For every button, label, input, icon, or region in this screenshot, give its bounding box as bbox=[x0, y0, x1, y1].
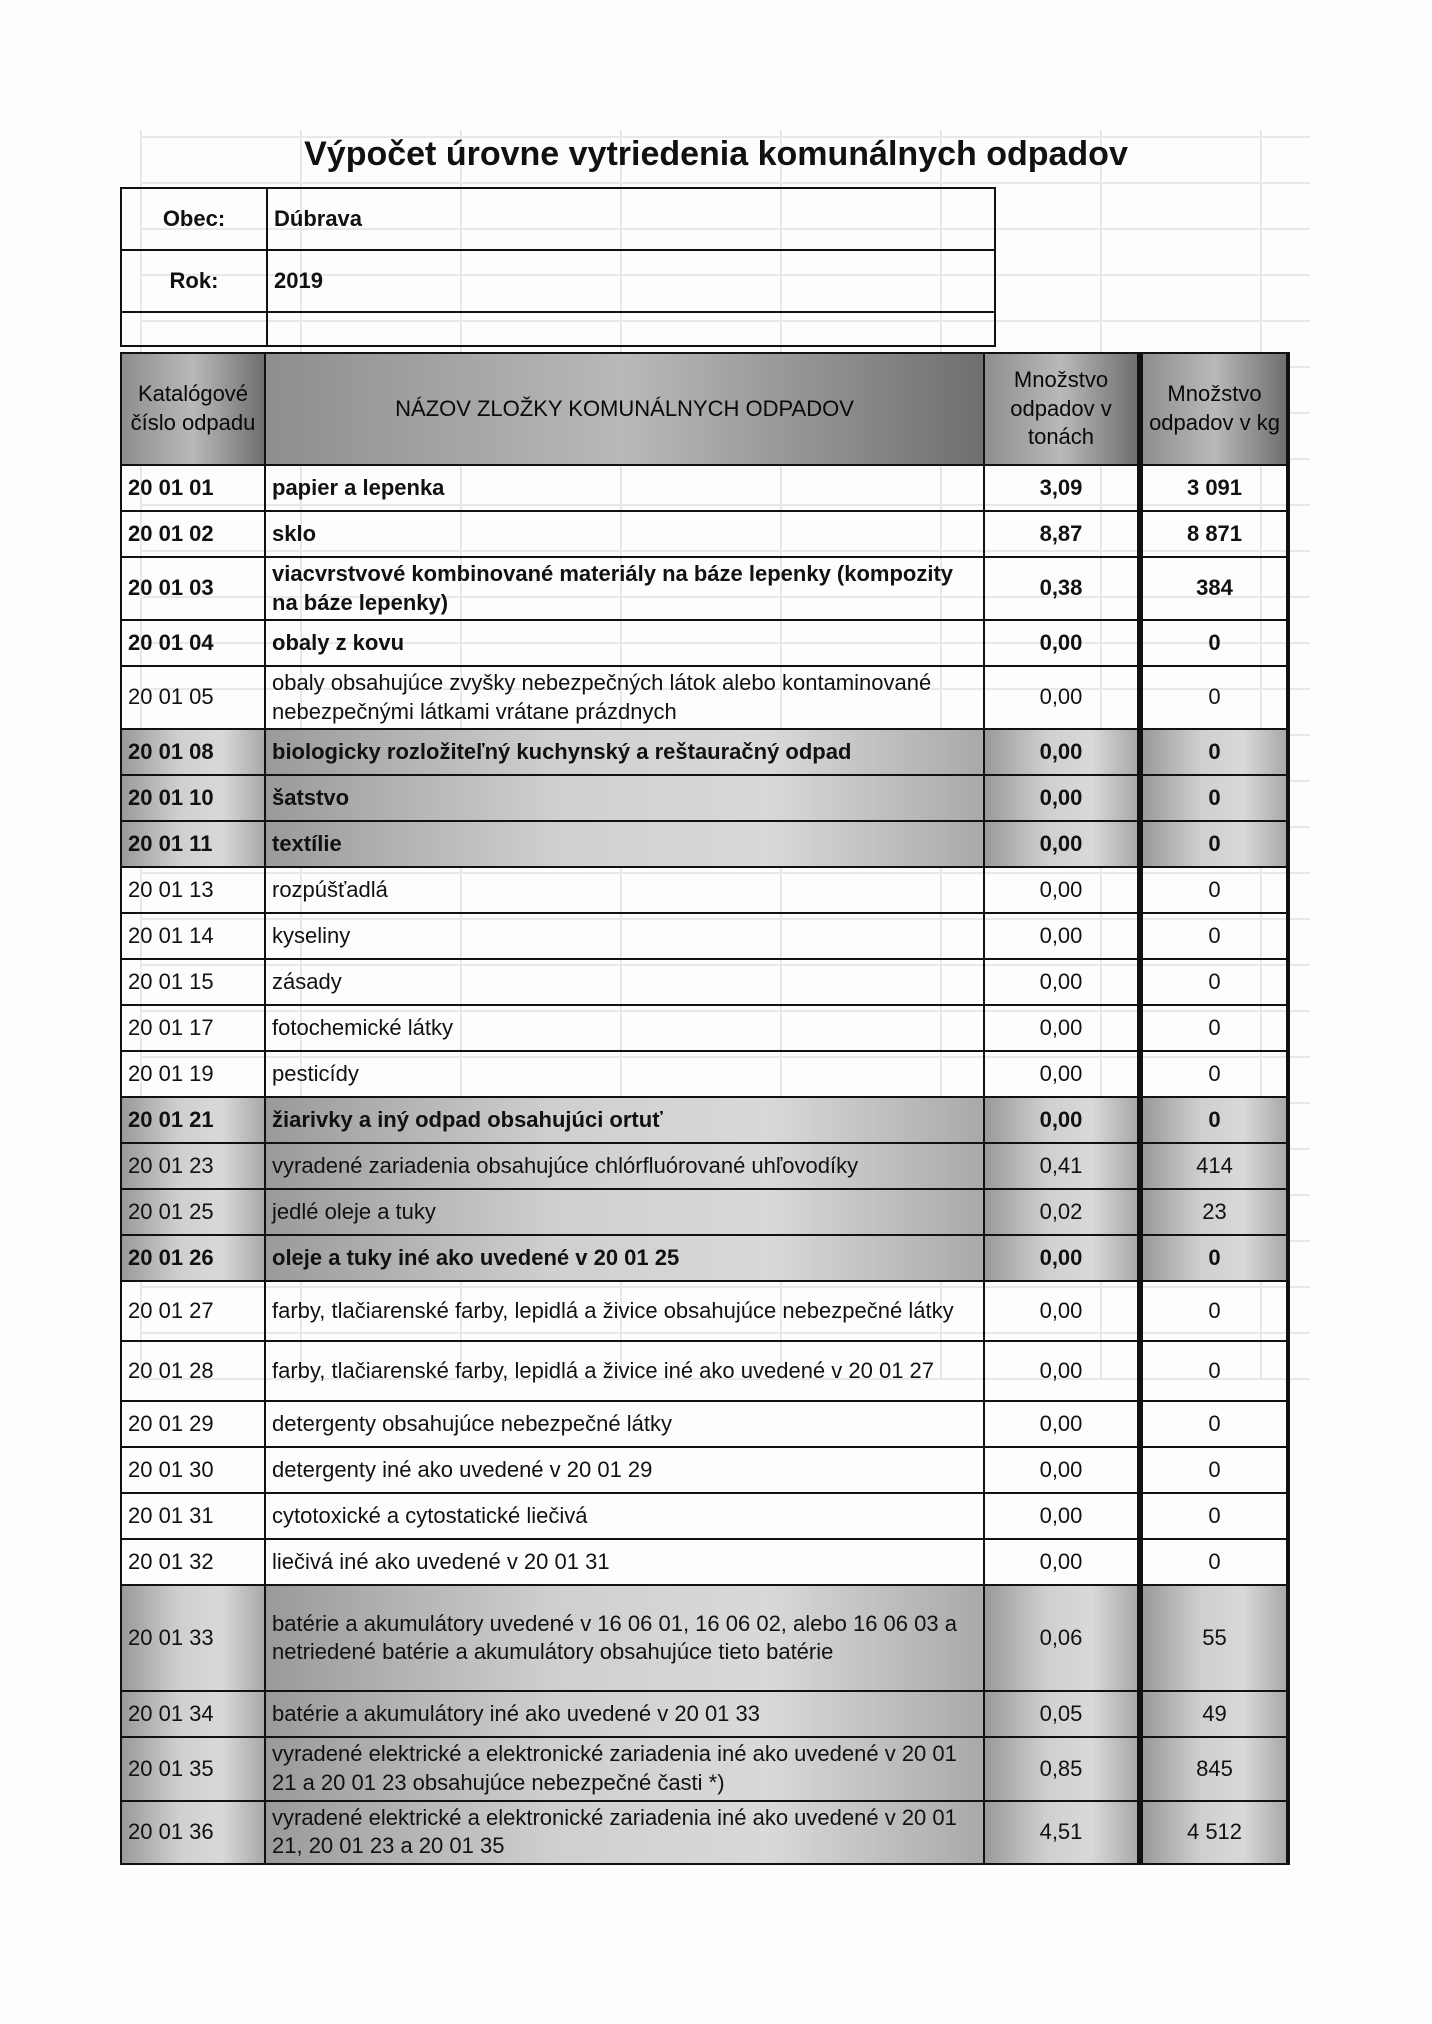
name-cell: farby, tlačiarenské farby, lepidlá a živice iné ako uvedené v 20 01 27 bbox=[265, 1341, 984, 1401]
tons-cell: 0,02 bbox=[984, 1189, 1140, 1235]
name-cell: papier a lepenka bbox=[265, 465, 984, 511]
name-cell: obaly z kovu bbox=[265, 620, 984, 666]
code-cell: 20 01 21 bbox=[121, 1097, 265, 1143]
code-cell: 20 01 03 bbox=[121, 557, 265, 620]
code-cell: 20 01 19 bbox=[121, 1051, 265, 1097]
table-row bbox=[121, 465, 1288, 511]
tons-cell: 0,00 bbox=[984, 1097, 1140, 1143]
kg-cell: 0 bbox=[1140, 1341, 1288, 1401]
kg-cell: 4 512 bbox=[1140, 1801, 1288, 1864]
table-row bbox=[121, 511, 1288, 557]
obec-row bbox=[121, 188, 995, 250]
name-cell: textílie bbox=[265, 821, 984, 867]
table-row bbox=[121, 1235, 1288, 1281]
name-cell: obaly obsahujúce zvyšky nebezpečných látok alebo kontaminované nebezpečnými látkami vrátane prázdnych bbox=[265, 666, 984, 729]
kg-cell: 845 bbox=[1140, 1737, 1288, 1800]
tons-cell: 0,85 bbox=[984, 1737, 1140, 1800]
tons-cell: 0,00 bbox=[984, 959, 1140, 1005]
kg-cell: 0 bbox=[1140, 775, 1288, 821]
code-cell: 20 01 27 bbox=[121, 1281, 265, 1341]
name-cell: farby, tlačiarenské farby, lepidlá a živice obsahujúce nebezpečné látky bbox=[265, 1281, 984, 1341]
code-cell: 20 01 23 bbox=[121, 1143, 265, 1189]
name-cell: žiarivky a iný odpad obsahujúci ortuť bbox=[265, 1097, 984, 1143]
table-row bbox=[121, 557, 1288, 620]
rok-row bbox=[121, 250, 995, 312]
tons-cell: 0,00 bbox=[984, 1447, 1140, 1493]
kg-cell: 0 bbox=[1140, 1097, 1288, 1143]
blank-cell bbox=[267, 312, 995, 346]
name-cell: zásady bbox=[265, 959, 984, 1005]
kg-cell: 0 bbox=[1140, 821, 1288, 867]
table-row bbox=[121, 959, 1288, 1005]
kg-cell: 0 bbox=[1140, 1051, 1288, 1097]
code-cell: 20 01 08 bbox=[121, 729, 265, 775]
tons-cell: 0,41 bbox=[984, 1143, 1140, 1189]
table-row bbox=[121, 821, 1288, 867]
tons-cell: 0,00 bbox=[984, 775, 1140, 821]
code-cell: 20 01 14 bbox=[121, 913, 265, 959]
name-cell: oleje a tuky iné ako uvedené v 20 01 25 bbox=[265, 1235, 984, 1281]
name-cell: batérie a akumulátory iné ako uvedené v 20 01 33 bbox=[265, 1691, 984, 1737]
obec-value: Dúbrava bbox=[267, 188, 995, 250]
tons-cell: 8,87 bbox=[984, 511, 1140, 557]
code-cell: 20 01 31 bbox=[121, 1493, 265, 1539]
code-cell: 20 01 25 bbox=[121, 1189, 265, 1235]
code-cell: 20 01 05 bbox=[121, 666, 265, 729]
kg-cell: 8 871 bbox=[1140, 511, 1288, 557]
code-cell: 20 01 11 bbox=[121, 821, 265, 867]
name-cell: rozpúšťadlá bbox=[265, 867, 984, 913]
code-cell: 20 01 04 bbox=[121, 620, 265, 666]
blank-row bbox=[121, 312, 995, 346]
name-cell: sklo bbox=[265, 511, 984, 557]
name-cell: detergenty iné ako uvedené v 20 01 29 bbox=[265, 1447, 984, 1493]
kg-cell: 55 bbox=[1140, 1585, 1288, 1691]
tons-cell: 4,51 bbox=[984, 1801, 1140, 1864]
code-cell: 20 01 32 bbox=[121, 1539, 265, 1585]
header-code: Katalógové číslo odpadu bbox=[121, 353, 265, 465]
table-row bbox=[121, 775, 1288, 821]
table-row bbox=[121, 1051, 1288, 1097]
tons-cell: 0,05 bbox=[984, 1691, 1140, 1737]
obec-label: Obec: bbox=[121, 188, 267, 250]
code-cell: 20 01 15 bbox=[121, 959, 265, 1005]
code-cell: 20 01 33 bbox=[121, 1585, 265, 1691]
kg-cell: 414 bbox=[1140, 1143, 1288, 1189]
name-cell: viacvrstvové kombinované materiály na báze lepenky (kompozity na báze lepenky) bbox=[265, 557, 984, 620]
table-row bbox=[121, 867, 1288, 913]
name-cell: pesticídy bbox=[265, 1051, 984, 1097]
kg-cell: 0 bbox=[1140, 729, 1288, 775]
table-row bbox=[121, 1539, 1288, 1585]
tons-cell: 0,00 bbox=[984, 1005, 1140, 1051]
table-row bbox=[121, 913, 1288, 959]
table-row bbox=[121, 666, 1288, 729]
code-cell: 20 01 26 bbox=[121, 1235, 265, 1281]
kg-cell: 0 bbox=[1140, 913, 1288, 959]
header-row bbox=[121, 353, 1288, 465]
table-row bbox=[121, 1493, 1288, 1539]
name-cell: cytotoxické a cytostatické liečivá bbox=[265, 1493, 984, 1539]
tons-cell: 0,00 bbox=[984, 913, 1140, 959]
name-cell: vyradené zariadenia obsahujúce chlórfluórované uhľovodíky bbox=[265, 1143, 984, 1189]
name-cell: detergenty obsahujúce nebezpečné látky bbox=[265, 1401, 984, 1447]
kg-cell: 0 bbox=[1140, 1447, 1288, 1493]
name-cell: kyseliny bbox=[265, 913, 984, 959]
table-row bbox=[121, 729, 1288, 775]
tons-cell: 3,09 bbox=[984, 465, 1140, 511]
tons-cell: 0,00 bbox=[984, 1401, 1140, 1447]
kg-cell: 0 bbox=[1140, 1281, 1288, 1341]
code-cell: 20 01 01 bbox=[121, 465, 265, 511]
code-cell: 20 01 02 bbox=[121, 511, 265, 557]
rok-value: 2019 bbox=[267, 250, 995, 312]
rok-label: Rok: bbox=[121, 250, 267, 312]
table-row bbox=[121, 1447, 1288, 1493]
name-cell: jedlé oleje a tuky bbox=[265, 1189, 984, 1235]
kg-cell: 3 091 bbox=[1140, 465, 1288, 511]
kg-cell: 384 bbox=[1140, 557, 1288, 620]
table-row bbox=[121, 1097, 1288, 1143]
kg-cell: 0 bbox=[1140, 959, 1288, 1005]
tons-cell: 0,00 bbox=[984, 1539, 1140, 1585]
kg-cell: 0 bbox=[1140, 1235, 1288, 1281]
table-row bbox=[121, 620, 1288, 666]
tons-cell: 0,00 bbox=[984, 821, 1140, 867]
header-kg: Množstvo odpadov v kg bbox=[1140, 353, 1288, 465]
table-row bbox=[121, 1801, 1288, 1864]
name-cell: liečivá iné ako uvedené v 20 01 31 bbox=[265, 1539, 984, 1585]
table-row bbox=[121, 1585, 1288, 1691]
kg-cell: 0 bbox=[1140, 867, 1288, 913]
code-cell: 20 01 17 bbox=[121, 1005, 265, 1051]
tons-cell: 0,00 bbox=[984, 729, 1140, 775]
kg-cell: 0 bbox=[1140, 1005, 1288, 1051]
tons-cell: 0,00 bbox=[984, 1235, 1140, 1281]
kg-cell: 0 bbox=[1140, 620, 1288, 666]
table-row bbox=[121, 1341, 1288, 1401]
meta-table bbox=[120, 187, 996, 347]
table-row bbox=[121, 1691, 1288, 1737]
table-row bbox=[121, 1143, 1288, 1189]
tons-cell: 0,38 bbox=[984, 557, 1140, 620]
tons-cell: 0,00 bbox=[984, 620, 1140, 666]
code-cell: 20 01 10 bbox=[121, 775, 265, 821]
table-row bbox=[121, 1005, 1288, 1051]
tons-cell: 0,00 bbox=[984, 1341, 1140, 1401]
code-cell: 20 01 30 bbox=[121, 1447, 265, 1493]
code-cell: 20 01 29 bbox=[121, 1401, 265, 1447]
name-cell: vyradené elektrické a elektronické zariadenia iné ako uvedené v 20 01 21 a 20 01 23 obsahujúce nebezpečné časti *) bbox=[265, 1737, 984, 1800]
table-row bbox=[121, 1401, 1288, 1447]
kg-cell: 0 bbox=[1140, 1401, 1288, 1447]
tons-cell: 0,00 bbox=[984, 666, 1140, 729]
name-cell: fotochemické látky bbox=[265, 1005, 984, 1051]
table-row bbox=[121, 1737, 1288, 1800]
kg-cell: 49 bbox=[1140, 1691, 1288, 1737]
name-cell: vyradené elektrické a elektronické zariadenia iné ako uvedené v 20 01 21, 20 01 23 a 20 01 35 bbox=[265, 1801, 984, 1864]
code-cell: 20 01 36 bbox=[121, 1801, 265, 1864]
tons-cell: 0,00 bbox=[984, 1493, 1140, 1539]
kg-cell: 0 bbox=[1140, 1539, 1288, 1585]
header-name: NÁZOV ZLOŽKY KOMUNÁLNYCH ODPADOV bbox=[265, 353, 984, 465]
page-title: Výpočet úrovne vytriedenia komunálnych odpadov bbox=[304, 135, 1128, 173]
blank-cell bbox=[121, 312, 267, 346]
kg-cell: 23 bbox=[1140, 1189, 1288, 1235]
name-cell: batérie a akumulátory uvedené v 16 06 01, 16 06 02, alebo 16 06 03 a netriedené batérie a akumulátory obsahujúce tieto batérie bbox=[265, 1585, 984, 1691]
name-cell: biologicky rozložiteľný kuchynský a reštauračný odpad bbox=[265, 729, 984, 775]
code-cell: 20 01 13 bbox=[121, 867, 265, 913]
code-cell: 20 01 35 bbox=[121, 1737, 265, 1800]
tons-cell: 0,00 bbox=[984, 1281, 1140, 1341]
table-row bbox=[121, 1189, 1288, 1235]
waste-table bbox=[120, 352, 1290, 1865]
header-tons: Množstvo odpadov v tonách bbox=[984, 353, 1140, 465]
tons-cell: 0,00 bbox=[984, 1051, 1140, 1097]
tons-cell: 0,00 bbox=[984, 867, 1140, 913]
tons-cell: 0,06 bbox=[984, 1585, 1140, 1691]
name-cell: šatstvo bbox=[265, 775, 984, 821]
code-cell: 20 01 28 bbox=[121, 1341, 265, 1401]
kg-cell: 0 bbox=[1140, 1493, 1288, 1539]
table-row bbox=[121, 1281, 1288, 1341]
code-cell: 20 01 34 bbox=[121, 1691, 265, 1737]
kg-cell: 0 bbox=[1140, 666, 1288, 729]
